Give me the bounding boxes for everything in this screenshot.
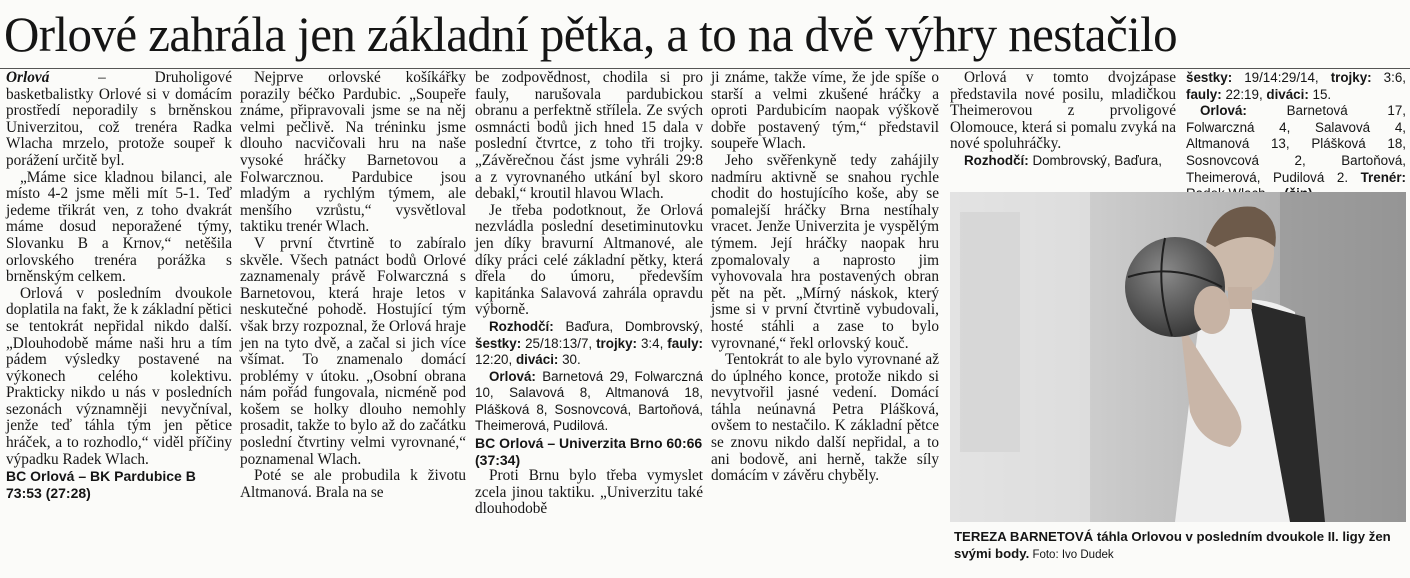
referees-text: Dombrovský, Baďura,	[1028, 152, 1162, 168]
referees-label: Rozhodčí:	[964, 152, 1029, 168]
paragraph: Proti Brnu bylo třeba vymyslet zcela jinou taktiku. „Univerzitu také dlouhodobě	[475, 467, 703, 518]
coach-label: Trenér:	[1360, 169, 1406, 185]
paragraph: Poté se ale probudila k životu Altmanová. Brala na se	[240, 467, 466, 501]
stats-text: 30.	[558, 352, 581, 368]
article-column-3	[475, 70, 703, 578]
paragraph: Tentokrát to ale bylo vyrovnané až do úplného konce, protože nikdo si nevytvořil jasné vedení. Domácí táhla neúnavná Petra Plášková, ovšem to nestačilo. K základní pětce se znovu nikdo další nepřidal, a to ani bodově, ani herně, takže síly domácím v závěru chyběly.	[711, 351, 939, 485]
paragraph	[6, 70, 232, 170]
lineup	[475, 369, 703, 435]
stats-label: trojky:	[1330, 70, 1372, 85]
match-stats	[1186, 70, 1406, 103]
stats-label: šestky:	[1186, 70, 1233, 85]
stats-text: 3:4,	[637, 335, 668, 351]
stats-text: 25/18:13/7,	[521, 335, 597, 351]
dateline: Orlová	[6, 69, 50, 86]
stats-label: Rozhodčí:	[489, 318, 554, 334]
match-stats	[475, 319, 703, 369]
paragraph: Jeho svěřenkyně tedy zahájily nadmíru aktivně se snahou rychle chodit do hostujícího koše, aby se pomalejší hráčky Brna nestíhaly vracet. Jenže Univerzita je vyspělým týmem. Její hráčky naopak hru zpomalovaly a naprosto jim vyhovovala hra postavených obran pět na pět. „Mírný náskok, který jsme si v první čtvrtině vybudovali, hosté stáhli a zase to bylo vyrovnané,“ řekl orlovský kouč.	[711, 151, 939, 352]
player-photo	[950, 192, 1406, 522]
caption-name: TEREZA BARNETOVÁ	[954, 529, 1094, 544]
headline: Orlové zahrála jen základní pětka, a to na dvě výhry nestačilo	[4, 6, 1178, 62]
referees	[950, 153, 1176, 170]
paragraph: be zodpovědnost, chodila si pro fauly, narušovala pardubickou obranu a perfektně střílela. Ze svých osmnácti bodů jich hned 15 dala v poslední čtvrtce, z toho tři trojky. „Závěrečnou část jsme vyhráli 29:8 a z vyrovnaného utkání byl skoro debakl,“ kroutil hlavou Wlach.	[475, 69, 703, 203]
paragraph: Je třeba podotknout, že Orlová nezvládla poslední desetiminutovku jen díky bravurní Altmanové, ale díky práci celé základní pětky, která dřela do úmoru, především kapitánka Salavová zahrála opravdu výborně.	[475, 201, 703, 319]
stats-label: diváci:	[515, 352, 559, 368]
stats-text: 22:19,	[1221, 86, 1267, 102]
match-result: BC Orlová – Univerzita Brno 60:66 (37:34)	[475, 435, 703, 468]
paragraph: Nejprve orlovské košíkářky porazily béčko Pardubic. „Soupeře známe, připravovali jsme se na něj velmi pečlivě. Na tréninku jsme dlouho nacvičovali hru na naše vysoké hráčky Barnetovou a Folwarcznou. Pardubice jsou mladým a rychlým týmem, ale menšího vzrůstu,“ vysvětloval taktiku trenér Wlach.	[240, 69, 466, 236]
stats-text: 19/14:29/14,	[1232, 70, 1331, 85]
caption-text: táhla Orlovou v posledním dvoukole II. ligy žen svými body.	[954, 529, 1391, 561]
player-photo-illustration	[950, 192, 1406, 522]
stats-text: 12:20,	[475, 352, 516, 368]
paragraph: Orlová v tomto dvojzápase představila nové posilu, mladičkou Theimerovou z prvoligové Olomouce, která si pomalu zvyká na nové spoluhráčky.	[950, 69, 1176, 153]
article-column-5	[950, 70, 1176, 178]
lineup-label: Orlová:	[1200, 103, 1247, 119]
stats-text: 15.	[1308, 86, 1332, 102]
match-result: BC Orlová – BK Pardubice B 73:53 (27:28)	[6, 468, 196, 501]
article-column-2	[240, 70, 466, 578]
stats-label: šestky:	[475, 335, 522, 351]
stats-label: fauly:	[1186, 86, 1222, 102]
lineup-text: Barnetová 29, Folwarczná 10, Salavová 8, Altmanová 18, Plášková 8, Sosnovcová, Bartoňová, Theimerová, Pudilová.	[475, 368, 703, 434]
stats-text: Baďura, Dombrovský,	[553, 318, 703, 334]
article-column-6	[1186, 70, 1406, 185]
paragraph: ji známe, takže víme, že jde spíše o starší a velmi zkušené hráčky a oproti Pardubicím naopak výškově dobře postavený tým,“ představil soupeře Wlach.	[711, 69, 939, 153]
paragraph: V první čtvrtině to zabíralo skvěle. Všech patnáct bodů Orlové zaznamenaly právě Folwarczná s Barnetovou, která hraje letos v neskutečné pohodě. Hostující tým však brzy rozpoznal, že Orlová hraje jen na tyto dvě, a začal si jich více všímat. To znamenalo domácí problémy v útoku. „Osobní obrana nám pořád fungovala, nicméně pod košem se holky dlouho nemohly prosadit, takže to bylo až do začátku poslední čtvrtiny velmi vyrovnané,“ poznamenal Wlach.	[240, 234, 466, 468]
article-column-4	[711, 70, 939, 578]
photo-caption	[954, 528, 1406, 564]
lineup-label: Orlová:	[489, 368, 536, 384]
article-column-1	[6, 70, 232, 578]
stats-label: fauly:	[667, 335, 704, 351]
paragraph-text: – Druholigové basketbalistky Orlové si v domácím prostředí neporadily s brněnskou Univerzitou, což trenéra Radka Wlacha mrzelo, protože soupeř k porážení určitě byl.	[6, 69, 232, 169]
paragraph: „Máme sice kladnou bilanci, ale místo 4-2 jsme měli mít 5-1. Teď jedeme třikrát ven, z toho dvakrát máme dosud neporažené týmy, Slovanku B a Krnov,“ netěšila orlovského trenéra porážka s brněnským celkem.	[6, 168, 232, 286]
stats-label: diváci:	[1266, 86, 1309, 102]
stats-label: trojky:	[596, 335, 638, 351]
lineup-text: Barnetová 17, Folwarczná 4, Salavová 4, Altmanová 13, Plášková 18, Sosnovcová 2, Bartoňová, Theimerová, Pudilová 2.	[1186, 103, 1406, 185]
lineup	[1186, 103, 1406, 203]
photo-credit: Foto: Ivo Dudek	[1029, 549, 1114, 561]
paragraph: Orlová v posledním dvoukole doplatila na fakt, že k základní pětici se tentokrát nepřidal nikdo další. „Dlouhodobě máme naši hru a tím pádem výsledky postavené na výkonech celého kolektivu. Prakticky nikdo u nás v posledních sezonách významněji nevyčníval, jenže teď táhla tým jen pětice hráček, a to rozhodlo,“ viděl příčiny výpadku Radek Wlach.	[6, 284, 232, 468]
stats-text: 3:6,	[1371, 70, 1406, 85]
